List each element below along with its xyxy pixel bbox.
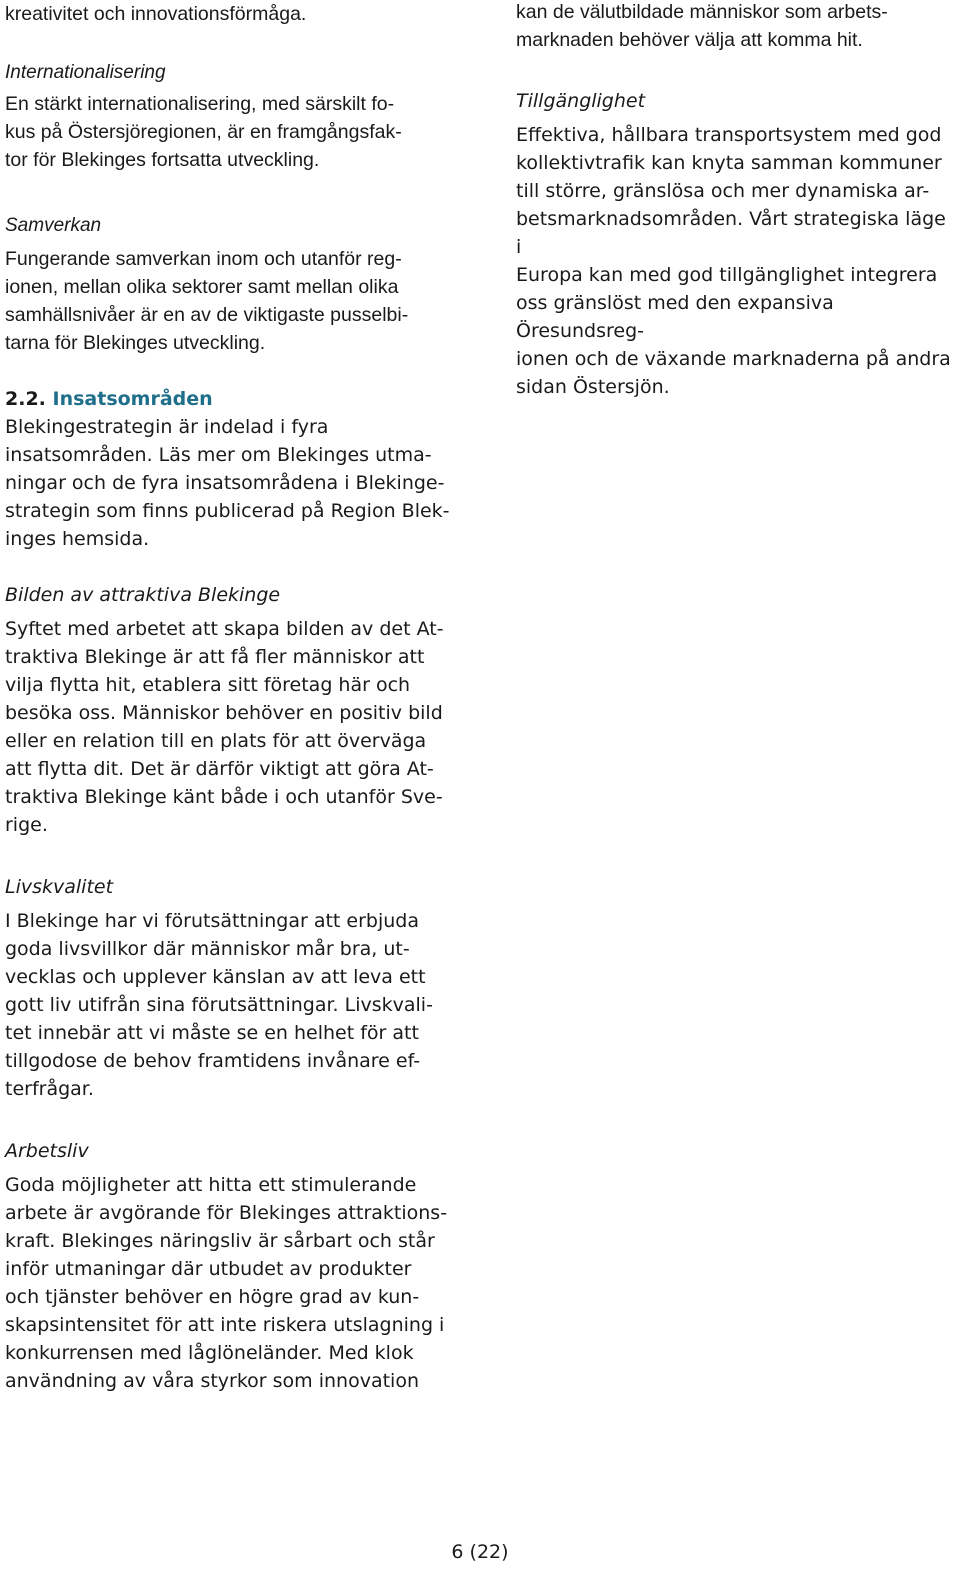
heading-tillganglighet: Tillgänglighet	[516, 90, 646, 112]
section-heading-insatsomraden	[5, 385, 213, 413]
heading-internationalisering: Internationalisering	[5, 62, 166, 83]
paragraph-insatsomraden: Blekingestrategin är indelad i fyra insatsområden. Läs mer om Blekinges utma- ningar och de fyra insatsområdena i Blekinge- strategin som finns publicerad på Region Blek- inges hemsida.	[5, 416, 450, 550]
heading-arbetsliv: Arbetsliv	[5, 1140, 89, 1162]
paragraph-kreativitet: kreativitet och innovationsförmåga.	[5, 3, 307, 25]
paragraph-internationalisering: En stärkt internationalisering, med särskilt fo- kus på Östersjöregionen, är en framgångsfak- tor för Blekinges fortsatta utveckling.	[5, 93, 402, 171]
heading-samverkan: Samverkan	[5, 215, 102, 236]
section-number: 2.2.	[5, 388, 46, 410]
paragraph-valutbildade: kan de välutbildade människor som arbets- marknaden behöver välja att komma hit.	[516, 1, 888, 51]
paragraph-arbetsliv: Goda möjligheter att hitta ett stimulerande arbete är avgörande för Blekinges attraktions- kraft. Blekinges näringsliv är sårbart och står inför utmaningar där utbudet av produkter och tjänster behöver en högre grad av kun- skapsintensitet för att inte riskera utslagning i konkurrensen med låglöneländer. Med klok användning av våra styrkor som innovation	[5, 1174, 448, 1392]
section-title: Insatsområden	[52, 388, 213, 410]
paragraph-tillganglighet: Effektiva, hållbara transportsystem med god kollektivtrafik kan knyta samman kommuner till större, gränslösa och mer dynamiska ar- betsmarknadsområden. Vårt strategiska läge i Europa kan med god tillgänglighet integrera oss gränslöst med den expansiva Öresundsreg- ionen och de växande marknaderna på andra sidan Östersjön.	[516, 124, 951, 398]
page-footer	[0, 1538, 960, 1566]
heading-livskvalitet: Livskvalitet	[5, 876, 114, 898]
paragraph-bilden: Syftet med arbetet att skapa bilden av det At- traktiva Blekinge är att få fler människor att vilja flytta hit, etablera sitt företag här och besöka oss. Människor behöver en positiv bild eller en relation till en plats för att överväga att flytta dit. Det är därför viktigt att göra At- traktiva Blekinge känt både i och utanför Sve- rige.	[5, 618, 444, 836]
paragraph-livskvalitet: I Blekinge har vi förutsättningar att erbjuda goda livsvillkor där människor mår bra, ut- vecklas och upplever känslan av att leva ett gott liv utifrån sina förutsättningar. Livskvali- tet innebär att vi måste se en helhet för att tillgodose de behov framtidens invånare ef- terfrågar.	[5, 910, 433, 1100]
page-number: 6 (22)	[451, 1541, 509, 1563]
heading-bilden: Bilden av attraktiva Blekinge	[5, 584, 281, 606]
paragraph-samverkan: Fungerande samverkan inom och utanför reg- ionen, mellan olika sektorer samt mellan olika samhällsnivåer är en av de viktigaste pusselbi- tarna för Blekinges utveckling.	[5, 248, 409, 354]
